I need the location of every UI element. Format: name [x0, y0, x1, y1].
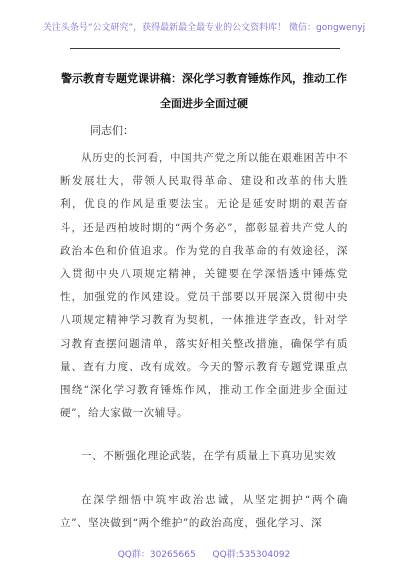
section-heading-1: 一、不断强化理论武装，在学有质量上下真功见实效: [81, 450, 337, 463]
document-body: [60, 147, 348, 535]
paragraph-section-1: 在深学细悟中筑牢政治忠诚，从坚定拥护“两个确立”、坚决做到“两个维护”的政治高度，强化学习、深: [60, 493, 348, 529]
salutation: 同志们：: [90, 124, 134, 137]
footer-qq-group-1: QQ群：30265665: [117, 550, 196, 560]
header-divider: [70, 48, 340, 49]
footer-contacts: [0, 547, 408, 560]
paragraph-intro: 从历史的长河看，中国共产党之所以能在艰难困苦中不断发展壮大，带领人民取得革命、建设和改革的伟大胜利，优良的作风是重要法宝。无论是延安时期的艰苦奋斗，还是西柏坡时期的“两个务必”，都彰显着共产党人的政治本色和价值追求。作为党的自我革命的有效途径，深入贯彻中央八项规定精神，关键要在学深悟透中锤炼党性，加强党的作风建设。党员干部要以开展深入贯彻中央八项规定精神学习教育为契机，一体推进学查改，针对学习教育查摆问题清单，落实好相关整改措施，确保学有质量、查有力度、改有成效。今天的警示教育专题党课重点围绕“深化学习教育锤炼作风，推动工作全面进步全面过硬”，给大家做一次辅导。: [60, 152, 348, 420]
header-notice: 关注头条号“公文研究”，获得最新最全最专业的公文资料库！ 微信：gongwenyj: [42, 23, 366, 33]
footer-qq-group-2: QQ群:535304092: [212, 550, 291, 560]
document-title: 警示教育专题党课讲稿：深化学习教育锤炼作风，推动工作全面进步全面过硬: [61, 72, 347, 110]
